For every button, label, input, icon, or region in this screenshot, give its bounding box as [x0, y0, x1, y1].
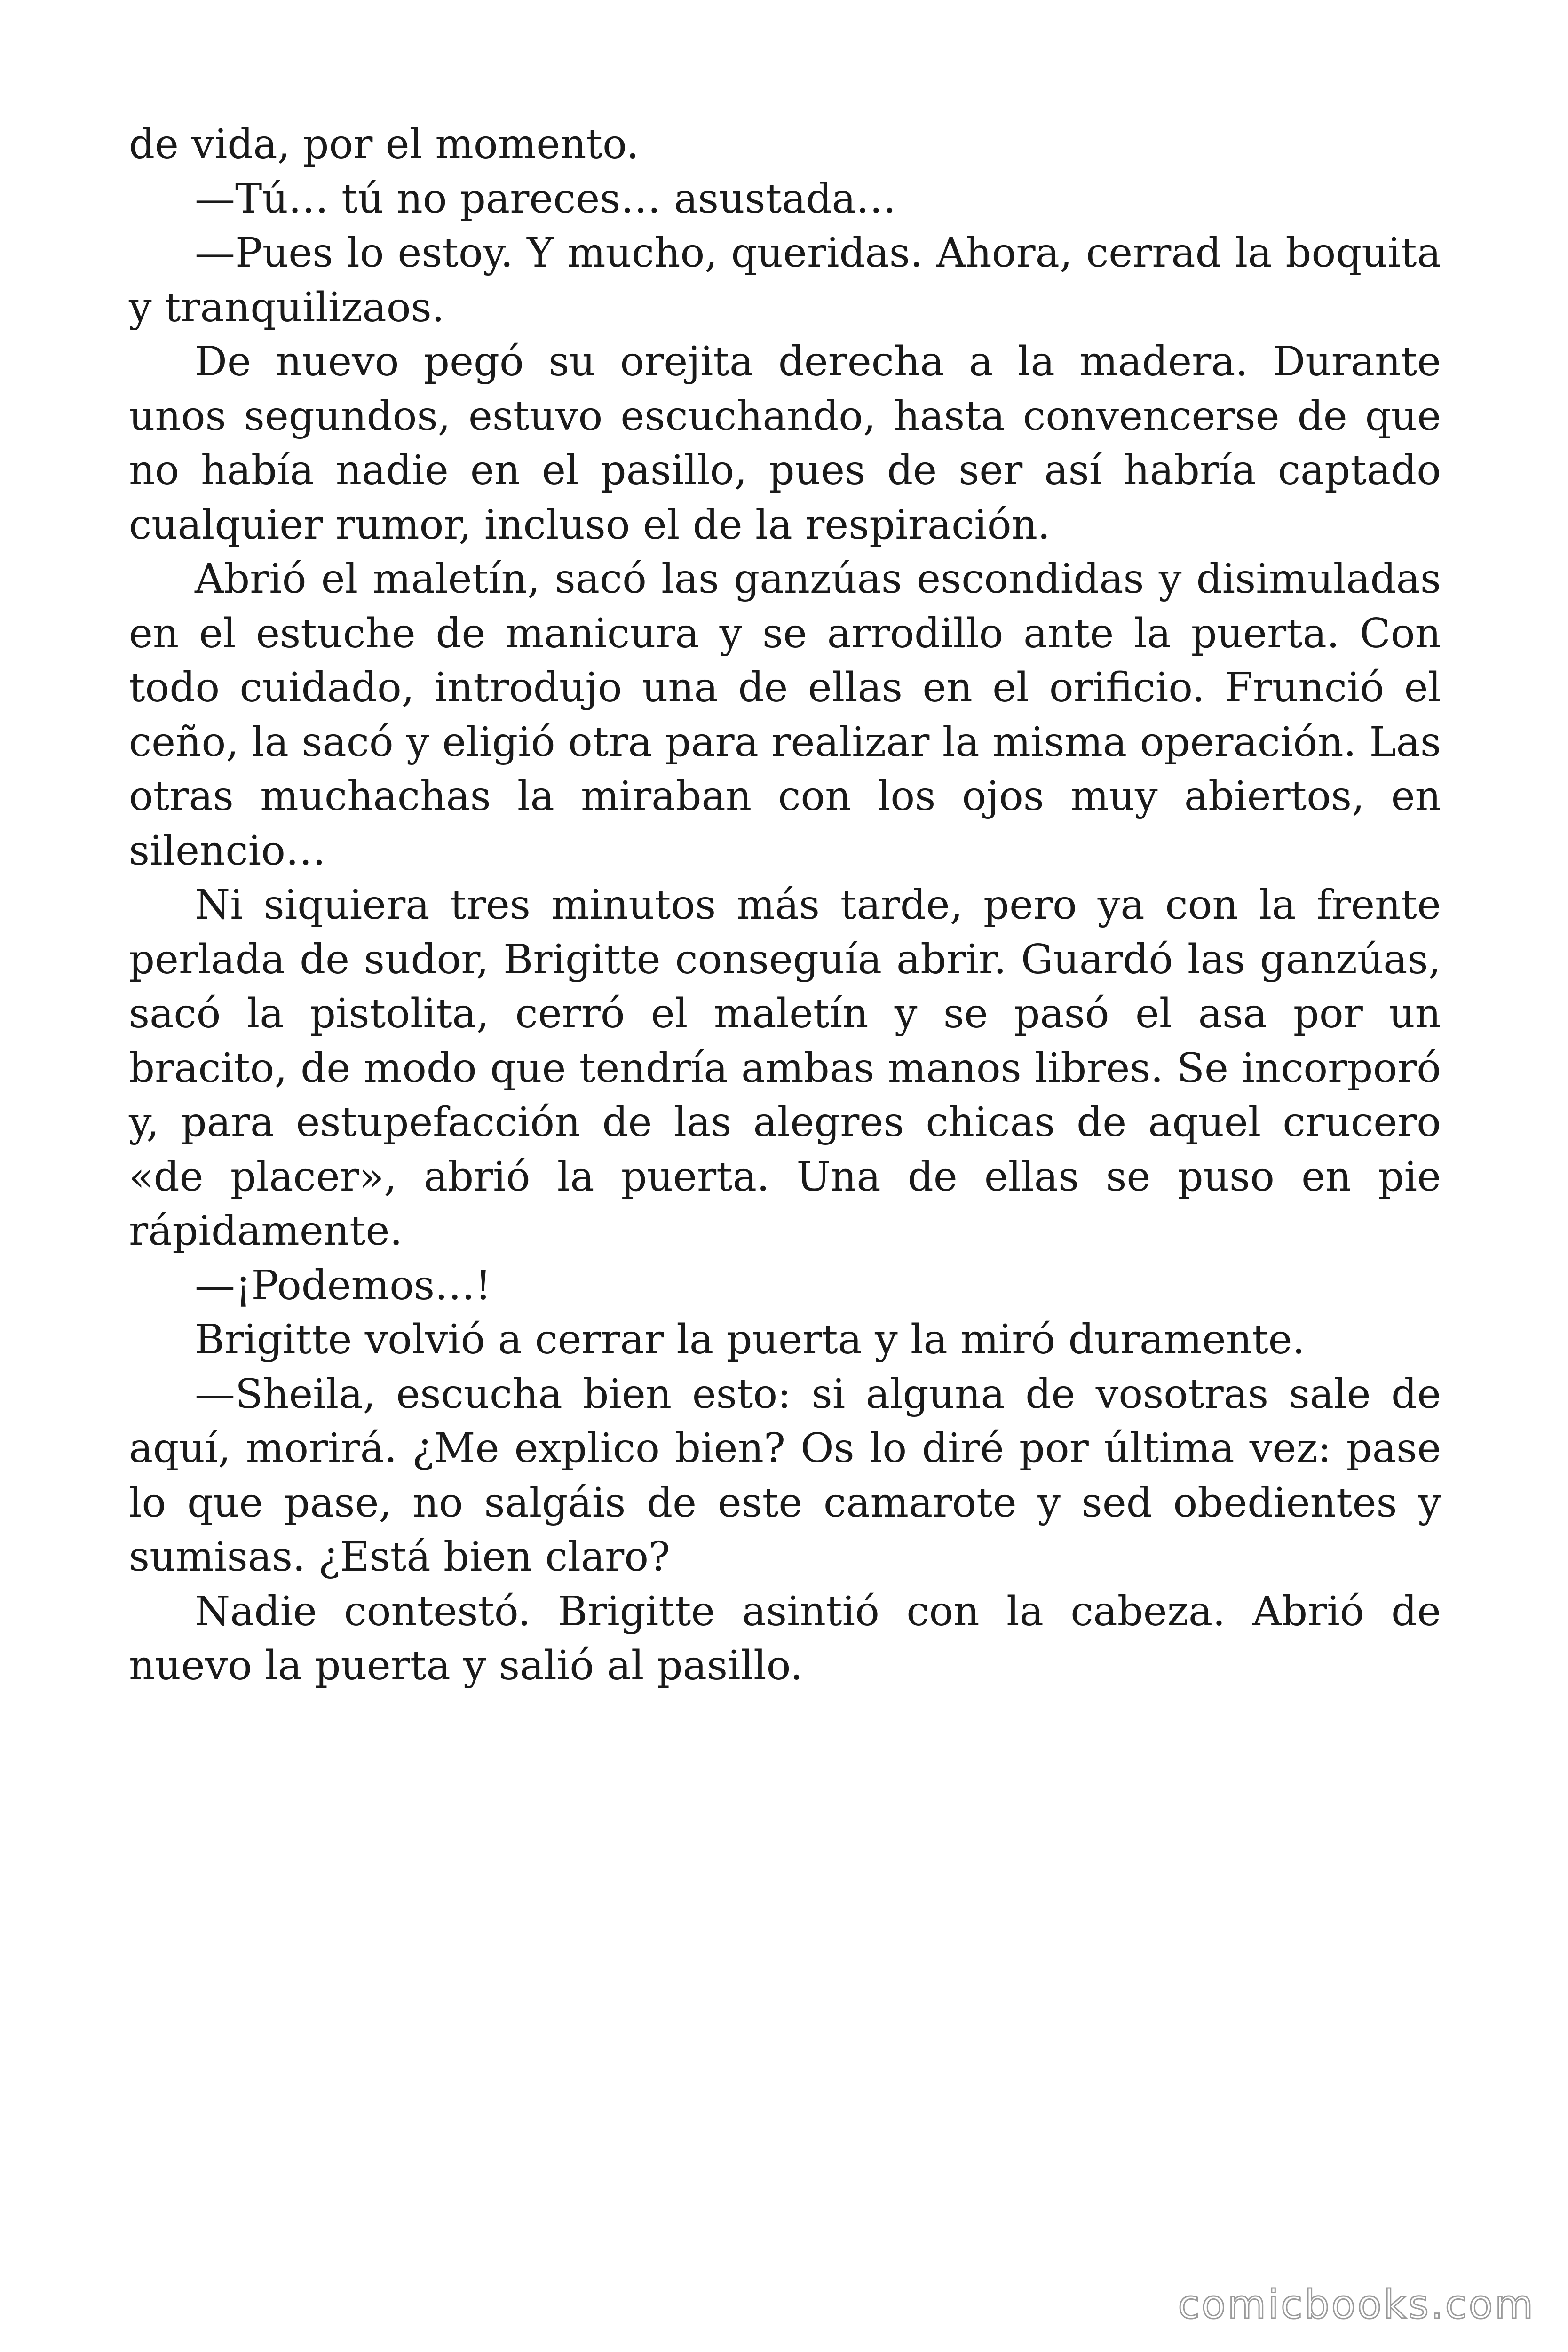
paragraph-4: De nuevo pegó su orejita derecha a la madera. Durante unos segundos, estuvo escuchando, hasta convencerse de que no había nadie en el pasillo, pues de ser así habría captado cualquier rumor, incluso el de la respiración.	[129, 338, 1441, 548]
paragraph-6: Ni siquiera tres minutos más tarde, pero ya con la frente perlada de sudor, Brigitte conseguía abrir. Guardó las ganzúas, sacó la pistolita, cerró el maletín y se pasó el asa por un bracito, de modo que tendría ambas manos libres. Se incorporó y, para estupefacción de las alegres chicas de aquel crucero «de placer», abrió la puerta. Una de ellas se puso en pie rápidamente.	[129, 882, 1441, 1255]
paragraph-3: —Pues lo estoy. Y mucho, queridas. Ahora, cerrad la boquita y tranquilizaos.	[129, 230, 1441, 331]
paragraph-5: Abrió el maletín, sacó las ganzúas escondidas y disimuladas en el estuche de manicura y se arrodillo ante la puerta. Con todo cuidado, introdujo una de ellas en el orificio. Frunció el ceño, la sacó y eligió otra para realizar la misma operación. Las otras muchachas la miraban con los ojos muy abiertos, en silencio…	[129, 556, 1441, 874]
paragraph-10: Nadie contestó. Brigitte asintió con la cabeza. Abrió de nuevo la puerta y salió al pasillo.	[129, 1588, 1441, 1689]
paragraph-8: Brigitte volvió a cerrar la puerta y la miró duramente.	[195, 1316, 1305, 1363]
paragraph-7: —¡Podemos…!	[195, 1262, 491, 1309]
paragraph-9: —Sheila, escucha bien esto: si alguna de vosotras sale de aquí, morirá. ¿Me explico bien? Os lo diré por última vez: pase lo que pase, no salgáis de este camarote y sed obedientes y sumisas. ¿Está bien claro?	[129, 1370, 1441, 1581]
site-watermark: comicbooks.com	[1178, 2281, 1535, 2328]
paragraph-2: —Tú… tú no pareces… asustada…	[195, 175, 896, 222]
body-text	[129, 118, 1441, 1693]
paragraph-1: de vida, por el momento.	[129, 121, 639, 168]
